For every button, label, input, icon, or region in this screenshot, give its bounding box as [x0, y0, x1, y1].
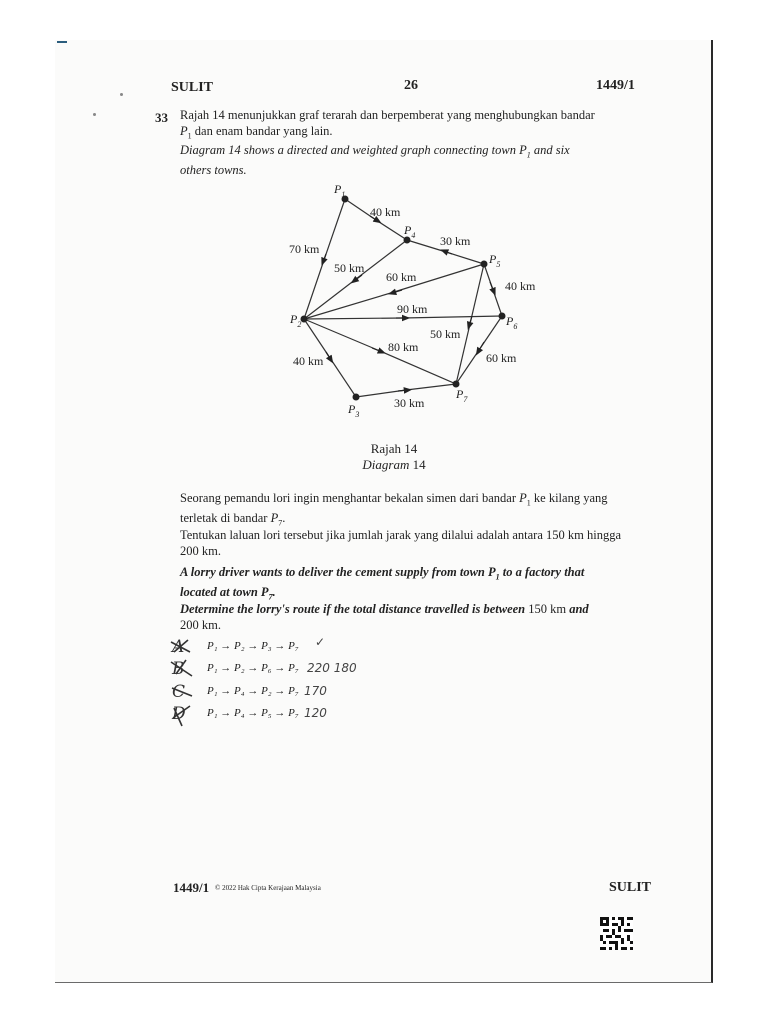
- node-p6: [499, 313, 506, 320]
- page-number: 26: [404, 78, 418, 93]
- edge-p1-p2-tail: [304, 260, 324, 319]
- edge-label-p1-p2: 70 km: [289, 242, 320, 256]
- edge-p3-p7-tail: [406, 384, 456, 390]
- handwritten-tick: ✓: [315, 635, 326, 649]
- edge-p2-p7: [304, 319, 380, 351]
- node-p5: [481, 261, 488, 268]
- question-intro-english: [180, 143, 640, 179]
- arrowhead-p5-p7: [469, 316, 472, 326]
- node-p3: [353, 394, 360, 401]
- edge-label-p3-p7: 30 km: [394, 396, 425, 410]
- cross-a: [171, 640, 190, 652]
- node-label-p7: $P_7$: [456, 387, 468, 404]
- speck: [120, 93, 123, 96]
- qr-code-icon: [600, 917, 633, 950]
- edge-p2-p6: [304, 318, 403, 319]
- footer-paper-code: 1449/1: [173, 880, 210, 895]
- node-label-p6: $P_6$: [506, 314, 518, 331]
- node-label-p4: $P_4$: [404, 223, 416, 240]
- edge-p5-p7: [470, 264, 484, 324]
- edge-label-p5-p4: 30 km: [440, 234, 471, 248]
- edge-p1-p4-tail: [376, 220, 407, 240]
- cross-b: [171, 660, 192, 676]
- option-mark: B: [172, 659, 185, 679]
- intro-english-line-2: others towns.: [180, 163, 247, 177]
- cross-c: [172, 688, 192, 696]
- option-mark: A: [172, 637, 185, 657]
- speck: [93, 113, 96, 116]
- paragraph-malay-1: Seorang pemandu lori ingin menghantar bekalan simen dari bandar $P_1$ ke kilang yang terletak di bandar $P_7$.: [180, 491, 608, 528]
- option-route: P₁ → P₄ → P₅ → P₇: [207, 707, 299, 719]
- option-d[interactable]: [172, 706, 372, 726]
- arrowhead-p6-p7: [478, 342, 484, 352]
- edge-label-p1-p4: 40 km: [370, 205, 401, 219]
- option-route: P₁ → P₄ → P₂ → P₇: [207, 685, 299, 697]
- page-corner-mark: [57, 41, 67, 43]
- town-label: P: [180, 123, 188, 138]
- intro-malay-line-2-rest: dan enam bandar yang lain.: [191, 123, 333, 138]
- intro-malay-line-1: Rajah 14 menunjukkan graf terarah dan berpemberat yang menghubungkan bandar: [180, 108, 595, 122]
- option-route: P₁ → P₂ → P₆ → P₇: [207, 662, 299, 674]
- arrowhead-p1-p2: [323, 254, 326, 262]
- directed-graph: [260, 175, 560, 430]
- edge-p2-p3-tail: [330, 358, 356, 397]
- arrowhead-p5-p6: [490, 282, 494, 292]
- edge-p1-p2: [324, 199, 345, 260]
- node-label-p1: $P_1$: [334, 182, 346, 199]
- footer-copyright: © 2022 Hak Cipta Kerajaan Malaysia: [215, 884, 321, 892]
- option-mark: D: [172, 704, 186, 724]
- edge-label-p5-p7: 50 km: [430, 327, 461, 341]
- option-route: P₁ → P₂ → P₃ → P₇: [207, 640, 299, 652]
- arrowhead-p2-p7: [372, 348, 382, 352]
- caption-malay: Rajah 14: [370, 441, 418, 456]
- edge-label-p2-p7: 80 km: [388, 340, 419, 354]
- cross-d: [173, 706, 190, 726]
- paragraph-malay-2: Tentukan laluan lori tersebut jika jumlah jarak yang dilalui adalah antara 150 km hingga 200 km.: [180, 528, 621, 558]
- diagram-caption: [344, 441, 444, 473]
- handwritten-note: 120: [304, 706, 327, 720]
- arrowhead-p2-p3: [326, 352, 331, 360]
- header-paper-code: 1449/1: [596, 78, 635, 93]
- edge-p5-p2-tail: [304, 292, 394, 319]
- edge-label-p5-p2: 60 km: [386, 270, 417, 284]
- paragraph-english-1: A lorry driver wants to deliver the cement supply from town $P_1$ to a factory that located at town $P_7$.: [180, 565, 585, 602]
- option-b[interactable]: [172, 661, 372, 681]
- edge-label-p6-p7: 60 km: [486, 351, 517, 365]
- edge-p2-p6-tail: [403, 316, 502, 318]
- intro-english-line-1: Diagram 14 shows a directed and weighted graph connecting town $P_1$ and six: [180, 143, 570, 160]
- node-p2: [301, 316, 308, 323]
- node-p4: [404, 237, 411, 244]
- question-number: 33: [155, 110, 168, 125]
- edge-label-p2-p6: 90 km: [397, 302, 428, 316]
- node-label-p5: $P_5$: [489, 252, 501, 269]
- paragraph-english-2: Determine the lorry's route if the total distance travelled is between 150 km and 200 km.: [180, 602, 589, 632]
- arrowhead-p4-p2: [354, 275, 362, 281]
- arrowhead-p5-p4: [444, 251, 452, 254]
- question-intro-malay: [180, 108, 640, 144]
- node-label-p2: $P_2$: [290, 312, 302, 329]
- footer-sulit: SULIT: [609, 880, 652, 895]
- handwritten-note: 220 180: [307, 661, 357, 675]
- node-label-p3: $P_3$: [348, 402, 360, 419]
- handwritten-note: 170: [304, 684, 327, 698]
- option-c[interactable]: [172, 684, 372, 704]
- header-sulit: SULIT: [171, 80, 214, 95]
- handwritten-crossouts: [168, 636, 198, 730]
- edge-label-p2-p3: 40 km: [293, 354, 324, 368]
- edge-label-p5-p6: 40 km: [505, 279, 536, 293]
- edge-p5-p6-tail: [493, 290, 502, 316]
- caption-english: Diagram 14: [362, 457, 426, 472]
- option-mark: C: [172, 682, 186, 702]
- edge-label-p4-p2: 50 km: [334, 261, 365, 275]
- arrowhead-p3-p7: [398, 390, 408, 391]
- town-subscript: 1: [187, 131, 192, 140]
- edge-p2-p7-tail: [380, 351, 456, 384]
- intro-malay-line-2: [180, 124, 640, 144]
- option-a[interactable]: [172, 635, 372, 659]
- edge-p4-p2-tail: [304, 279, 356, 319]
